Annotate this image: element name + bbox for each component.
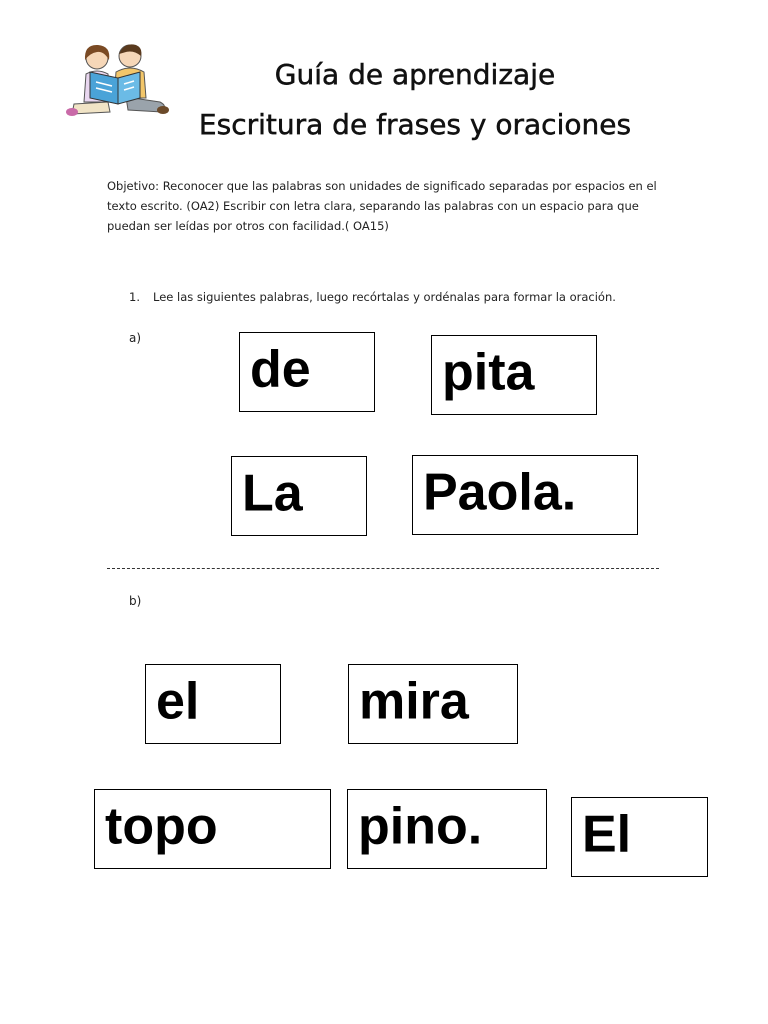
section-b-label: b) (129, 594, 142, 608)
word-card-b-5[interactable] (571, 797, 708, 877)
page-title: Guía de aprendizaje (274, 58, 556, 91)
word-card-text: pita (442, 343, 535, 402)
word-card-text: el (156, 672, 200, 731)
word-card-text: El (582, 805, 632, 864)
word-card-text: topo (105, 797, 218, 856)
word-card-b-4[interactable] (347, 789, 547, 869)
page-subtitle: Escritura de frases y oraciones (198, 108, 632, 141)
word-card-a-3[interactable] (231, 456, 367, 536)
word-card-text: mira (359, 672, 469, 731)
word-card-a-2[interactable] (431, 335, 597, 415)
section-a-label: a) (129, 331, 142, 345)
word-card-b-1[interactable] (145, 664, 281, 744)
instruction (129, 290, 616, 304)
word-card-text: de (250, 340, 311, 399)
instruction-number: 1. (129, 290, 140, 304)
word-card-b-2[interactable] (348, 664, 518, 744)
word-card-text: pino. (358, 797, 483, 856)
word-card-b-3[interactable] (94, 789, 331, 869)
instruction-text: Lee las siguientes palabras, luego recórtalas y ordénalas para formar la oración. (153, 290, 616, 304)
word-card-a-4[interactable] (412, 455, 638, 535)
word-card-text: La (242, 464, 303, 523)
word-card-a-1[interactable] (239, 332, 375, 412)
objective-text: Objetivo: Reconocer que las palabras son unidades de significado separadas por espacios en el texto escrito. (OA2) Escribir con letra clara, separando las palabras con un espacio para que puedan ser leídas por otros con facilidad.( OA15) (107, 179, 657, 233)
word-card-text: Paola. (423, 463, 577, 522)
section-divider (107, 568, 659, 569)
